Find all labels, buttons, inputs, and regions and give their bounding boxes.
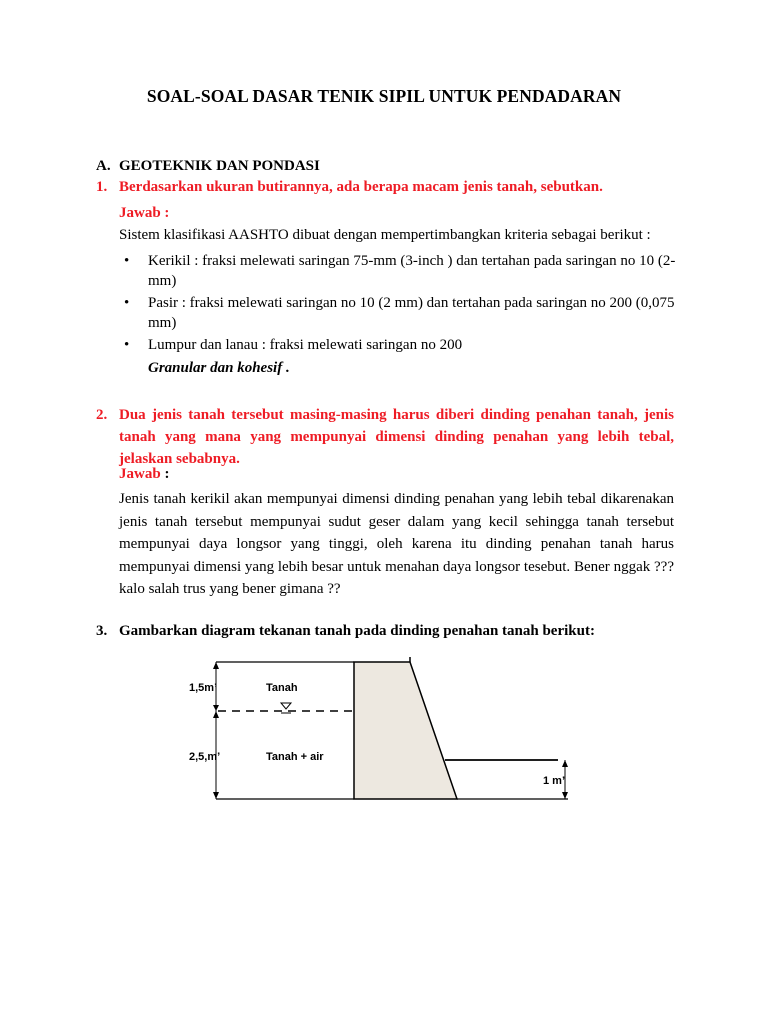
answer-1-bullet: Pasir : fraksi melewati saringan no 10 (2 mm) dan tertahan pada saringan no 200 (0,075 mm) (148, 295, 675, 331)
question-3-number: 3. (96, 623, 108, 639)
question-2-number: 2. (96, 407, 108, 423)
arrow-down-icon (213, 705, 219, 711)
section-letter: A. (96, 158, 111, 174)
answer-1-label: Jawab : (119, 205, 170, 221)
upper-layer-label: Tanah (266, 682, 298, 694)
question-1-text: Berdasarkan ukuran butirannya, ada berapa macam jenis tanah, sebutkan. (119, 179, 603, 195)
front-depth-label: 1 m’ (543, 775, 566, 787)
arrow-up-icon (562, 760, 568, 767)
answer-2-label-colon: : (160, 466, 170, 482)
arrow-up-icon (213, 662, 219, 669)
arrow-down-icon (562, 792, 568, 799)
lower-layer-label: Tanah + air (266, 751, 324, 763)
answer-1-intro: Sistem klasifikasi AASHTO dibuat dengan mempertimbangkan kriteria sebagai berikut : (119, 227, 651, 243)
section-heading: GEOTEKNIK DAN PONDASI (119, 158, 320, 174)
answer-2-label-word: Jawab (119, 466, 161, 482)
answer-1-bullet: Kerikil : fraksi melewati saringan 75-mm (3-inch ) dan tertahan pada saringan no 10 (2-mm) (148, 253, 676, 289)
lower-depth-label: 2,5,m’ (189, 751, 221, 763)
retaining-wall (354, 662, 457, 799)
question-2-text: Dua jenis tanah tersebut masing-masing harus diberi dinding penahan tanah, jenis tanah yang mana yang mempunyai dimensi dinding penahan yang lebih tebal, jelaskan sebabnya. (119, 407, 674, 467)
water-level-icon (281, 703, 291, 709)
question-3-text: Gambarkan diagram tekanan tanah pada dinding penahan tanah berikut: (119, 623, 595, 639)
answer-2-text: Jenis tanah kerikil akan mempunyai dimensi dinding penahan yang lebih tebal dikarenakan jenis tanah tersebut mempunyai sudut geser dalam yang kecil sehingga tanah tersebut mempunyai daya longsor yang tinggi, oleh karena itu dinding penahan tanah harus mempunyai dimensi yang lebih besar untuk menahan daya longsor tesebut. Bener nggak ??? kalo salah trus yang bener gimana ?? (119, 491, 674, 597)
upper-depth-label: 1,5m’ (189, 682, 218, 694)
bullet-icon: • (124, 253, 130, 269)
bullet-icon: • (124, 337, 130, 353)
question-1-number: 1. (96, 179, 108, 195)
answer-1-conclusion: Granular dan kohesif . (148, 360, 290, 376)
page-title: SOAL-SOAL DASAR TENIK SIPIL UNTUK PENDADARAN (146, 86, 622, 106)
bullet-icon: • (124, 295, 130, 311)
arrow-down-icon (213, 792, 219, 799)
answer-1-bullet: Lumpur dan lanau : fraksi melewati saringan no 200 (148, 337, 463, 353)
arrow-up-icon (213, 711, 219, 718)
